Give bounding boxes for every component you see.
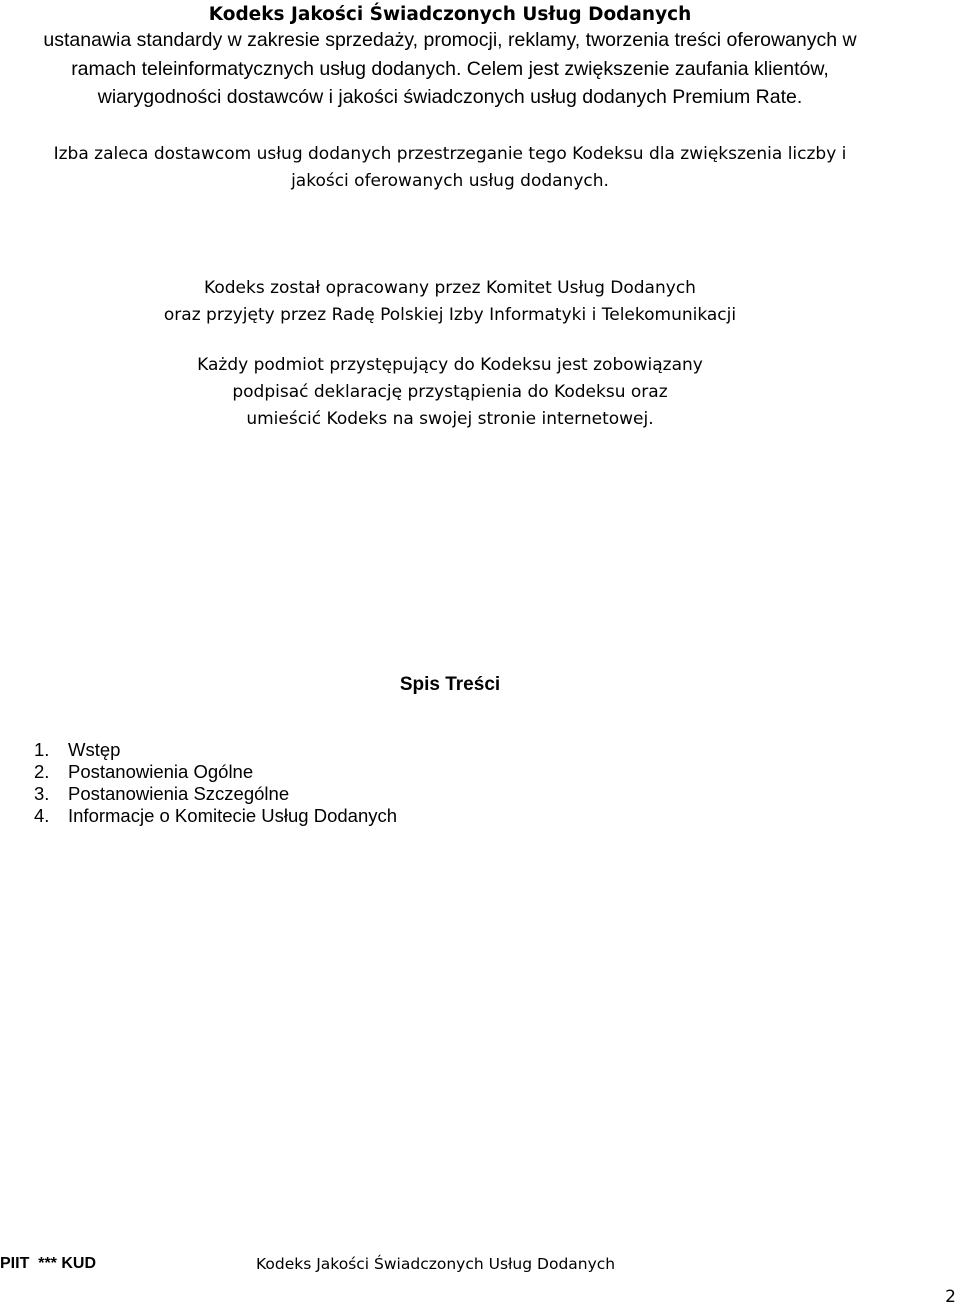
page-number: 2: [945, 1287, 956, 1307]
toc-item-label: Postanowienia Szczególne: [68, 783, 290, 804]
intro-text: [0, 26, 900, 112]
toc-item-number: 1.: [34, 739, 50, 760]
intro-line: wiarygodności dostawców i jakości świadczonych usług dodanych Premium Rate.: [97, 86, 803, 108]
intro-block: [0, 4, 900, 112]
intro-line: ramach teleinformatycznych usług dodanych. Celem jest zwiększenie zaufania klientów,: [71, 57, 829, 80]
toc-item-label: Wstęp: [68, 739, 121, 760]
toc-item-number: 4.: [34, 805, 50, 826]
toc-item-label: Postanowienia Ogólne: [68, 761, 254, 782]
paragraph-line: Każdy podmiot przystępujący do Kodeksu jest zobowiązany: [197, 355, 703, 375]
footer-org: PIIT *** KUD: [0, 1255, 97, 1272]
paragraph-line: Izba zaleca dostawcom usług dodanych przestrzeganie tego Kodeksu dla zwiększenia liczby i: [53, 144, 847, 164]
toc-item: [34, 761, 397, 783]
paragraph-izba: [0, 141, 900, 195]
toc-item: [34, 783, 397, 805]
toc-item: [34, 805, 397, 827]
document-title: Kodeks Jakości Świadczonych Usług Dodanych: [208, 4, 692, 25]
toc-item-number: 3.: [34, 783, 50, 804]
paragraph-line: oraz przyjęty przez Radę Polskiej Izby Informatyki i Telekomunikacji: [163, 305, 737, 325]
paragraph-line: Kodeks został opracowany przez Komitet Usług Dodanych: [204, 278, 696, 298]
paragraph-line: jakości oferowanych usług dodanych.: [291, 171, 609, 191]
toc-item-label: Informacje o Komitecie Usług Dodanych: [68, 805, 398, 826]
toc-list: [34, 739, 397, 827]
toc-title: Spis Treści: [399, 674, 501, 695]
paragraph-line: umieścić Kodeks na swojej stronie internetowej.: [246, 409, 654, 429]
page-footer: [0, 1253, 960, 1277]
paragraph-kazdy: [0, 352, 900, 433]
footer-document-title: Kodeks Jakości Świadczonych Usług Dodanych: [256, 1255, 616, 1273]
toc-item-number: 2.: [34, 761, 50, 782]
paragraph-line: podpisać deklarację przystąpienia do Kodeksu oraz: [232, 382, 668, 402]
paragraph-kodeks: [0, 275, 900, 329]
toc-item: [34, 739, 397, 761]
intro-line: ustanawia standardy w zakresie sprzedaży, promocji, reklamy, tworzenia treści oferowanych w: [43, 29, 857, 51]
